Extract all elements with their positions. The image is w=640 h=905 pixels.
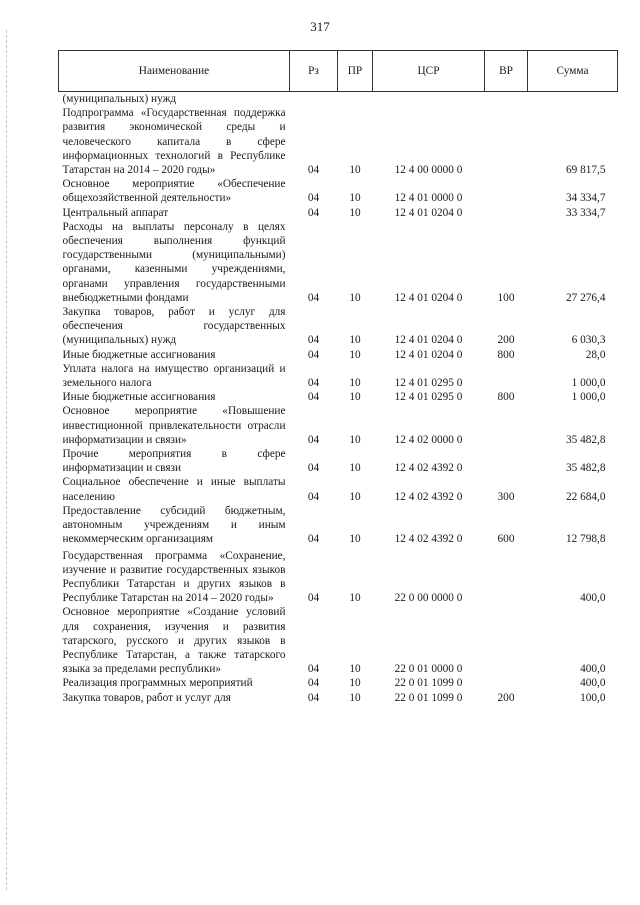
table-row [59, 177, 618, 205]
row-pr: 10 [349, 192, 361, 205]
row-vr: 600 [497, 533, 515, 546]
row-pr: 10 [349, 592, 361, 605]
row-rz: 04 [307, 677, 320, 690]
row-name: Закупка товаров, работ и услуг для обеспечения государственных (муниципальных) нужд [62, 306, 286, 347]
row-name: Социальное обеспечение и иные выплаты населению [62, 476, 286, 503]
page-number: 317 [310, 19, 330, 34]
row-rz: 04 [307, 691, 320, 704]
row-name: Прочие мероприятия в сфере информатизации и связи [62, 448, 286, 475]
row-vr: 800 [497, 391, 515, 404]
row-vr: 100 [497, 291, 515, 304]
row-name: Центральный аппарат [62, 206, 169, 219]
header-rz: Рз [290, 51, 338, 92]
row-rz: 04 [307, 334, 320, 347]
row-pr: 10 [349, 206, 361, 219]
row-csr: 12 4 01 0204 0 [394, 206, 463, 219]
table-row [59, 676, 618, 690]
row-sum: 34 334,7 [565, 192, 606, 205]
row-vr [485, 676, 528, 690]
row-csr: 12 4 01 0000 0 [394, 192, 463, 205]
row-sum: 100,0 [580, 691, 606, 704]
row-rz: 04 [307, 663, 320, 676]
row-csr: 12 4 02 4392 0 [394, 533, 463, 546]
row-name: Подпрограмма «Государственная поддержка развития экономической среды и человеческого капитала в сфере информационных технологий в Республике Татарстан на 2014 – 2020 годы» [62, 107, 286, 177]
row-sum: 69 817,5 [565, 164, 606, 177]
row-name: Основное мероприятие «Создание условий для сохранения, изучения и развития татарского, русского и других языков в Республике Татарстан, а также татарского языка за пределами республики» [62, 606, 286, 676]
row-name: Реализация программных мероприятий [62, 677, 253, 690]
row-name: (муниципальных) нужд [62, 93, 177, 105]
row-csr: 22 0 01 1099 0 [394, 691, 463, 704]
row-vr [485, 206, 528, 220]
row-vr: 800 [497, 348, 515, 361]
table-row [59, 348, 618, 362]
row-pr: 10 [349, 164, 361, 177]
table-header-row [59, 51, 618, 92]
row-csr: 12 4 01 0204 0 [394, 334, 463, 347]
row-name: Уплата налога на имущество организаций и земельного налога [62, 362, 286, 390]
row-sum: 400,0 [580, 592, 606, 605]
row-rz: 04 [307, 192, 320, 205]
row-csr: 12 4 00 0000 0 [394, 164, 463, 177]
table-row [59, 605, 618, 676]
header-vr: ВР [485, 51, 528, 92]
row-csr: 12 4 02 4392 0 [394, 490, 463, 503]
header-sum: Сумма [528, 51, 618, 92]
row-csr: 12 4 02 0000 0 [394, 433, 463, 446]
table-row [59, 475, 618, 503]
row-vr [485, 605, 528, 676]
header-csr: ЦСР [373, 51, 485, 92]
table-row [59, 504, 618, 547]
table-row [59, 404, 618, 447]
row-pr: 10 [349, 334, 361, 347]
row-vr [485, 177, 528, 205]
row-csr: 12 4 01 0204 0 [394, 348, 463, 361]
row-pr: 10 [349, 533, 361, 546]
row-sum: 35 482,8 [565, 433, 606, 446]
table-row [59, 362, 618, 390]
row-rz: 04 [307, 490, 320, 503]
table-row [59, 106, 618, 177]
row-sum: 35 482,8 [565, 462, 606, 475]
row-csr: 12 4 01 0295 0 [394, 377, 463, 390]
table-row [59, 691, 618, 705]
row-sum: 1 000,0 [571, 391, 606, 404]
row-sum: 6 030,3 [571, 334, 606, 347]
row-sum: 33 334,7 [565, 206, 606, 219]
row-pr: 10 [349, 663, 361, 676]
row-pr: 10 [349, 348, 361, 361]
row-sum: 27 276,4 [565, 291, 606, 304]
row-pr: 10 [349, 691, 361, 704]
table-row [59, 549, 618, 606]
row-rz: 04 [307, 206, 320, 219]
row-csr: 22 0 00 0000 0 [394, 592, 463, 605]
row-csr: 22 0 01 1099 0 [394, 677, 463, 690]
row-sum: 12 798,8 [565, 533, 606, 546]
row-pr: 10 [349, 291, 361, 304]
table-row [59, 305, 618, 348]
row-rz: 04 [307, 433, 320, 446]
row-pr: 10 [349, 391, 361, 404]
row-name: Иные бюджетные ассигнования [62, 348, 216, 361]
row-pr: 10 [349, 462, 361, 475]
row-pr: 10 [349, 490, 361, 503]
row-name: Предоставление субсидий бюджетным, автономным учреждениям и иным некоммерческим организациям [62, 504, 286, 546]
row-rz: 04 [307, 348, 320, 361]
row-sum: 22 684,0 [565, 490, 606, 503]
row-rz [290, 92, 338, 107]
row-csr: 12 4 01 0204 0 [394, 291, 463, 304]
table-row [59, 92, 618, 107]
row-vr [485, 404, 528, 447]
table-row [59, 390, 618, 404]
row-sum [528, 92, 618, 107]
scan-edge-line [6, 30, 8, 890]
row-vr: 300 [497, 490, 515, 503]
row-vr [485, 106, 528, 177]
row-csr [373, 92, 485, 107]
header-pr: ПР [338, 51, 373, 92]
row-pr [338, 92, 373, 107]
row-pr: 10 [349, 377, 361, 390]
budget-table [58, 50, 618, 705]
row-pr: 10 [349, 433, 361, 446]
table-body [59, 92, 618, 705]
row-csr: 12 4 02 4392 0 [394, 462, 463, 475]
row-rz: 04 [307, 391, 320, 404]
row-csr: 22 0 01 0000 0 [394, 663, 463, 676]
row-vr: 200 [497, 334, 515, 347]
row-rz: 04 [307, 592, 320, 605]
row-rz: 04 [307, 533, 320, 546]
row-name: Государственная программа «Сохранение, изучение и развитие государственных языков Республики Татарстан и других языков в Республике Татарстан на 2014 – 2020 годы» [62, 549, 286, 605]
row-rz: 04 [307, 462, 320, 475]
table-row [59, 447, 618, 475]
row-sum: 28,0 [585, 348, 606, 361]
table-row [59, 206, 618, 220]
table-row [59, 220, 618, 305]
row-name: Основное мероприятие «Повышение инвестиционной привлекательности отрасли информатизации и связи» [62, 405, 286, 446]
row-name: Основное мероприятие «Обеспечение общехозяйственной деятельности» [62, 178, 286, 205]
row-sum: 400,0 [580, 663, 606, 676]
row-sum: 1 000,0 [571, 377, 606, 390]
row-rz: 04 [307, 291, 320, 304]
row-csr: 12 4 01 0295 0 [394, 391, 463, 404]
row-rz: 04 [307, 377, 320, 390]
row-vr [485, 447, 528, 475]
row-vr [485, 362, 528, 390]
row-name: Расходы на выплаты персоналу в целях обеспечения выполнения функций государственными (муниципальными) органами, казенными учреждениями, органами управления государственными внебюджетными фондами [62, 220, 286, 304]
row-vr [485, 92, 528, 107]
row-name: Закупка товаров, работ и услуг для [62, 691, 231, 704]
row-sum: 400,0 [580, 677, 606, 690]
row-name: Иные бюджетные ассигнования [62, 391, 216, 404]
row-pr: 10 [349, 677, 361, 690]
row-rz: 04 [307, 164, 320, 177]
header-name: Наименование [59, 51, 290, 92]
row-vr: 200 [497, 691, 515, 704]
row-vr [485, 549, 528, 606]
